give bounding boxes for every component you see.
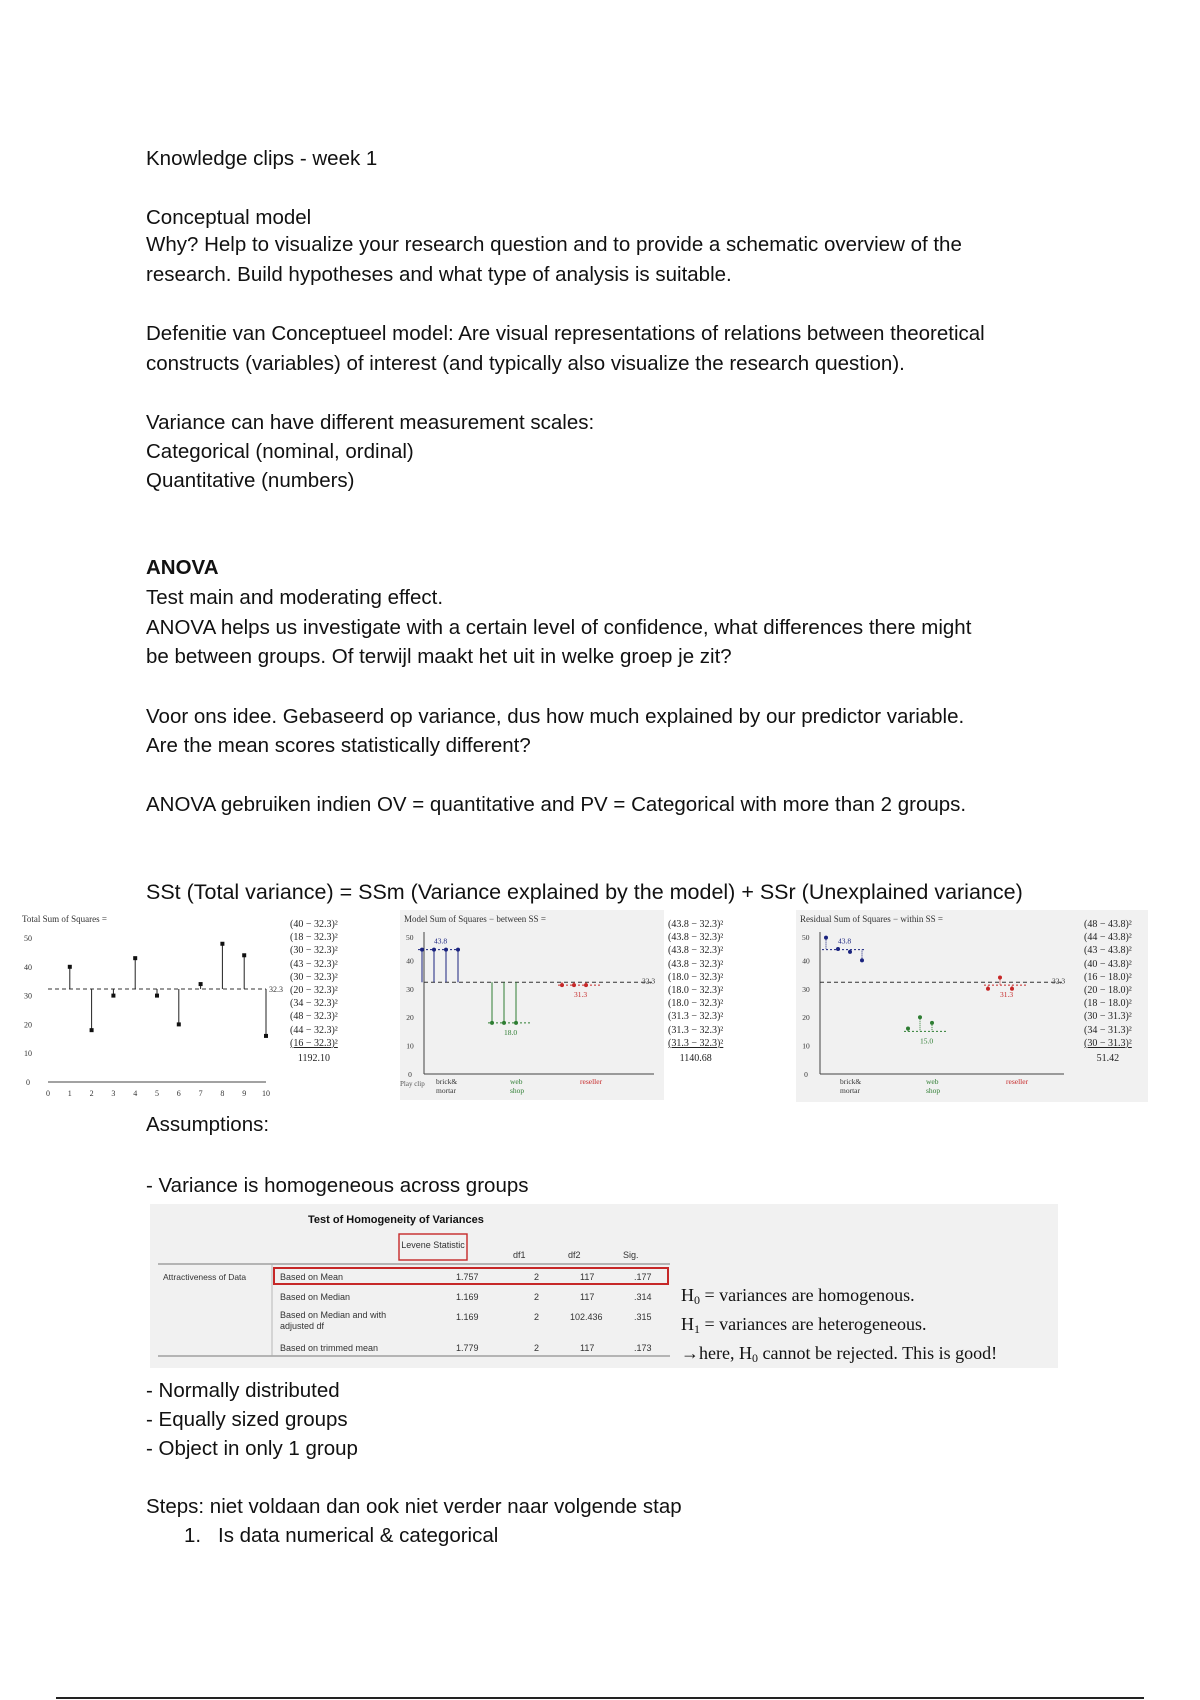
assumption-one-group: - Object in only 1 group [146,1437,358,1460]
data-point [502,1021,506,1025]
square-term: (30 − 32.3)² [290,971,338,983]
data-point [199,982,203,986]
spss-levene: 1.169 [456,1312,479,1322]
square-term: (31.3 − 32.3)² [668,1037,724,1049]
data-point [918,1015,922,1019]
y-tick-label: 10 [406,1041,414,1051]
x-tick-label: 1 [67,1089,72,1098]
spss-sig: .315 [634,1312,652,1322]
variance-line: Variance can have different measurement scales: [146,411,595,434]
square-term: (18.0 − 32.3)² [668,998,724,1010]
data-point [68,965,72,969]
total-ss-title: Total Sum of Squares = [22,914,107,924]
voor-line-2: Are the mean scores statistically different? [146,734,531,757]
x-category-label: web [510,1077,523,1086]
square-term: (30 − 32.3)² [290,945,338,957]
data-point [444,948,448,952]
model-ss-chart [400,910,664,1100]
x-tick-label: 10 [262,1089,270,1098]
y-tick-label: 0 [408,1070,412,1079]
y-tick-label: 40 [406,956,414,966]
y-tick-label: 20 [24,1020,32,1030]
spss-row-label: Based on Median and with adjusted df [280,1310,387,1331]
square-term: (31.3 − 32.3)² [668,1024,724,1036]
spss-sig: .314 [634,1292,652,1302]
assumptions-heading: Assumptions: [146,1113,270,1136]
y-tick-label: 30 [406,984,414,994]
square-term: (20 − 18.0)² [1084,984,1132,996]
document-title: Knowledge clips - week 1 [146,147,378,170]
why-line-2: research. Build hypotheses and what type of analysis is suitable. [146,263,732,286]
bottom-rule [56,1697,1144,1699]
grand-mean-label: 32.3 [1052,976,1066,986]
square-term: (43.8 − 32.3)² [668,958,724,970]
total-ss-squares [290,918,338,1065]
definition-line-1: Defenitie van Conceptueel model: Are visual representations of relations between theoretical [146,322,985,345]
x-tick-label: 4 [133,1089,138,1098]
y-tick-label: 10 [24,1049,32,1059]
x-category-label: shop [510,1086,525,1095]
spss-header-df1: df1 [513,1250,526,1260]
sst-equation: SSt (Total variance) = SSm (Variance explained by the model) + SSr (Unexplained variance) [146,880,1023,904]
group-mean-label: 18.0 [504,1027,518,1037]
x-tick-label: 6 [176,1089,181,1098]
spss-df1: 2 [534,1312,540,1322]
data-point [836,947,840,951]
data-point [420,948,424,952]
data-point [90,1028,94,1032]
spss-row-label: Based on Mean [280,1272,344,1282]
assumption-equal-groups: - Equally sized groups [146,1408,348,1431]
spss-sig: .173 [634,1343,652,1353]
group-mean-label: 43.8 [838,936,852,946]
x-category-label: mortar [840,1086,860,1095]
square-term: (16 − 18.0)² [1084,971,1132,983]
x-category-label: reseller [1006,1077,1029,1086]
square-term: (34 − 31.3)² [1084,1024,1132,1036]
x-tick-label: 7 [198,1089,203,1098]
data-point [930,1021,934,1025]
assumption-homogeneous: - Variance is homogeneous across groups [146,1174,529,1197]
square-term: (43.8 − 32.3)² [668,919,724,930]
anova-line-3: be between groups. Of terwijl maakt het uit in welke groep je zit? [146,645,732,668]
x-tick-label: 2 [89,1089,94,1098]
anova-heading: ANOVA [146,556,219,579]
y-tick-label: 30 [24,991,32,1001]
spss-levene: 1.757 [456,1272,479,1282]
voor-line-1: Voor ons idee. Gebaseerd op variance, dus how much explained by our predictor variable. [146,705,965,728]
data-point [514,1021,518,1025]
y-tick-label: 30 [802,984,810,994]
residual-ss-chart [796,910,1074,1102]
residual-ss-figure [796,910,1074,1102]
h1-note: $H_1$ = variances are heterogeneous. [681,1314,927,1336]
spss-df1: 2 [534,1343,540,1353]
data-point [242,953,246,957]
spss-header-df2: df2 [568,1250,581,1260]
quantitative-line: Quantitative (numbers) [146,469,355,492]
hypothesis-notes [681,1283,997,1370]
spss-df2: 117 [580,1343,595,1353]
x-tick-label: 3 [111,1089,116,1098]
model-ss-sum: 1140.68 [679,1052,712,1064]
residual-ss-squares [1084,918,1132,1065]
square-term: (18 − 32.3)² [290,932,338,944]
y-tick-label: 40 [802,956,810,966]
anova-line-2: ANOVA helps us investigate with a certain level of confidence, what differences there might [146,616,972,639]
square-term: (31.3 − 32.3)² [668,1011,724,1023]
square-term: (43.8 − 32.3)² [668,932,724,944]
square-term: (18.0 − 32.3)² [668,971,724,983]
data-point [432,948,436,952]
data-point [860,958,864,962]
square-term: (30 − 31.3)² [1084,1011,1132,1023]
square-term: (30 − 31.3)² [1084,1037,1132,1049]
x-tick-label: 9 [242,1089,247,1098]
data-point [986,987,990,991]
conceptual-heading: Conceptual model [146,206,312,229]
conclusion-note: →here, $H_0$ cannot be rejected. This is good! [681,1343,998,1365]
data-point [906,1027,910,1031]
gebruiken-line: ANOVA gebruiken indien OV = quantitative and PV = Categorical with more than 2 groups. [146,793,967,816]
residual-ss-title: Residual Sum of Squares − within SS = [800,914,943,924]
data-point [133,956,137,960]
anova-line-1: Test main and moderating effect. [146,586,444,609]
y-tick-label: 20 [802,1013,810,1023]
x-tick-label: 8 [220,1089,225,1098]
mean-label: 32.3 [269,984,283,994]
spss-df1: 2 [534,1292,540,1302]
spss-sig: .177 [634,1272,652,1282]
residual-ss-sum: 51.42 [1096,1052,1120,1064]
square-term: (43 − 32.3)² [290,958,338,970]
model-ss-squares-panel [664,910,744,1100]
square-term: (34 − 32.3)² [290,998,338,1010]
square-term: (18 − 18.0)² [1084,998,1132,1010]
data-point [111,994,115,998]
spss-df1: 2 [534,1272,540,1282]
spss-levene: 1.779 [456,1343,479,1353]
model-ss-squares [668,918,723,1065]
h0-note: $H_0$ = variances are homogenous. [681,1285,915,1307]
spss-header-levene: Levene Statistic [401,1240,465,1250]
square-term: (16 − 32.3)² [290,1037,338,1049]
square-term: (44 − 32.3)² [290,1024,338,1036]
x-category-label: reseller [580,1077,603,1086]
step-1-number: 1. [184,1524,202,1547]
residual-ss-squares-panel [1074,910,1148,1102]
model-ss-title: Model Sum of Squares − between SS = [404,914,546,924]
square-term: (44 − 43.8)² [1084,932,1132,944]
x-category-label: web [926,1077,939,1086]
spss-df2: 117 [580,1272,595,1282]
total-ss-sum: 1192.10 [297,1052,330,1064]
data-point [848,950,852,954]
y-tick-label: 50 [24,934,32,943]
x-category-label: shop [926,1086,941,1095]
data-point [220,942,224,946]
assumption-normal: - Normally distributed [146,1379,340,1402]
total-ss-chart [18,910,400,1100]
y-tick-label: 0 [804,1070,808,1079]
data-point [490,1021,494,1025]
categorical-line: Categorical (nominal, ordinal) [146,440,414,463]
y-top-label: 50 [802,933,810,942]
step-1-text: Is data numerical & categorical [218,1524,499,1547]
x-category-label: brick& [436,1077,458,1086]
grand-mean-label: 32.3 [642,976,656,986]
spss-df2: 117 [580,1292,595,1302]
data-point [584,983,588,987]
square-term: (43.8 − 32.3)² [668,945,724,957]
steps-line: Steps: niet voldaan dan ook niet verder naar volgende stap [146,1495,682,1518]
square-term: (20 − 32.3)² [290,984,338,996]
square-term: (18.0 − 32.3)² [668,984,724,996]
square-term: (43 − 43.8)² [1084,945,1132,957]
spss-df2: 102.436 [570,1312,603,1322]
total-ss-figure [18,910,400,1100]
data-point [155,994,159,998]
spss-row-label: Based on trimmed mean [280,1343,379,1353]
why-line-1: Why? Help to visualize your research question and to provide a schematic overview of the [146,233,962,256]
y-tick-label: 0 [26,1078,30,1087]
x-tick-label: 5 [155,1089,159,1098]
x-category-label: mortar [436,1086,456,1095]
model-ss-figure [400,910,664,1100]
spss-levene: 1.169 [456,1292,479,1302]
square-term: (48 − 32.3)² [290,1011,338,1023]
spss-table-title: Test of Homogeneity of Variances [308,1214,484,1226]
y-tick-label: 40 [24,962,32,972]
data-point [177,1022,181,1026]
data-point [572,983,576,987]
spss-header-sig: Sig. [623,1250,639,1260]
data-point [264,1034,268,1038]
data-point [824,936,828,940]
data-point [456,948,460,952]
y-top-label: 50 [406,933,414,942]
definition-line-2: constructs (variables) of interest (and typically also visualize the research question). [146,352,905,375]
y-tick-label: 20 [406,1013,414,1023]
square-term: (40 − 43.8)² [1084,958,1132,970]
square-term: (40 − 32.3)² [290,919,338,930]
spss-row-label: Based on Median [280,1292,351,1302]
group-mean-label: 31.3 [574,990,588,1000]
data-point [560,983,564,987]
square-term: (48 − 43.8)² [1084,919,1132,930]
x-tick-label: 0 [46,1089,50,1098]
data-point [998,975,1002,979]
spss-row-label: Attractiveness of Data [163,1272,247,1282]
axis-caption: Play clip [400,1080,425,1088]
group-mean-label: 31.3 [1000,990,1014,1000]
group-mean-label: 15.0 [920,1036,934,1046]
y-tick-label: 10 [802,1041,810,1051]
x-category-label: brick& [840,1077,862,1086]
group-mean-label: 43.8 [434,936,448,946]
